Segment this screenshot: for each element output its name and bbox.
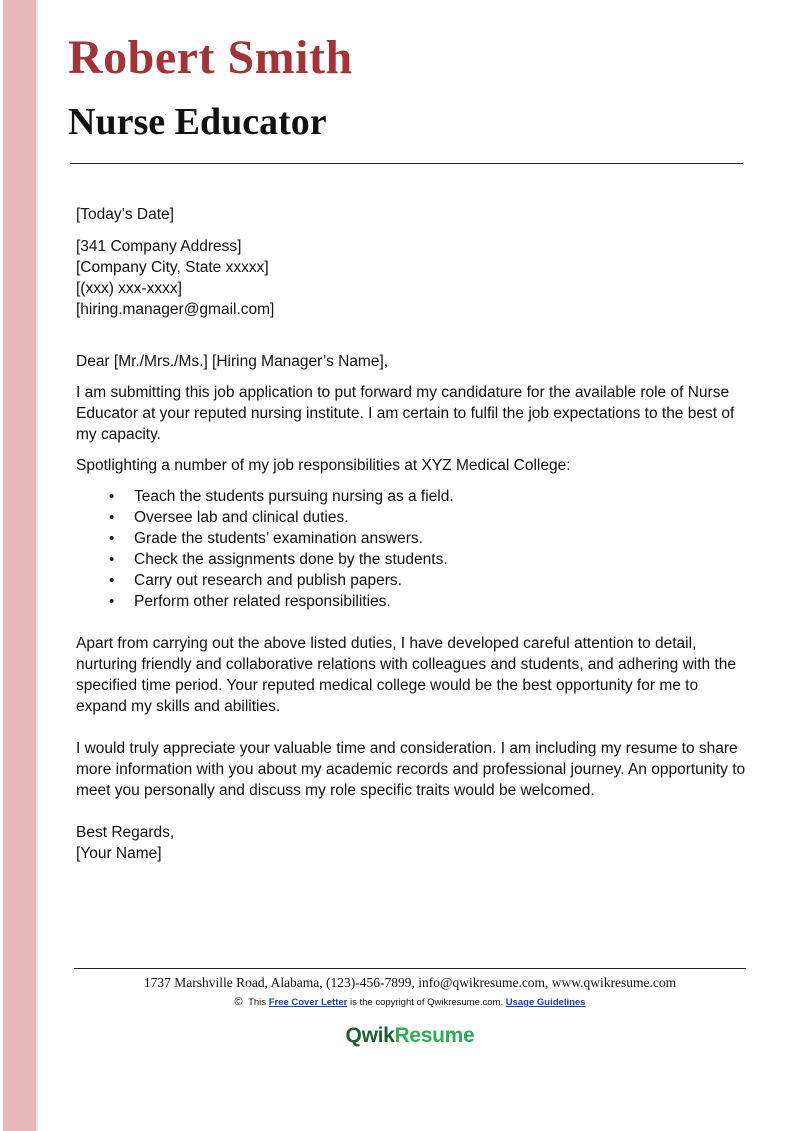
duties-list	[76, 486, 746, 612]
address-line: [341 Company Address]	[76, 238, 242, 255]
sidebar-accent-bar	[3, 0, 38, 1131]
free-cover-letter-link[interactable]: Free Cover Letter	[268, 997, 348, 1008]
logo-qwik: Qwik	[345, 1024, 395, 1047]
copyright-prefix: This	[248, 997, 267, 1008]
address-line: [hiring.manager@gmail.com]	[76, 301, 275, 318]
duties-lead-in: Spotlighting a number of my job responsibilities at XYZ Medical College:	[76, 457, 571, 474]
duty-item: • Check the assignments done by the students.	[76, 549, 746, 570]
job-title: Nurse Educator	[68, 101, 327, 143]
letter-body	[76, 204, 746, 864]
header-divider	[70, 163, 743, 164]
footer-divider	[74, 968, 746, 969]
duty-item: • Grade the students’ examination answers.	[76, 528, 746, 549]
copyright-notice	[74, 995, 746, 1010]
footer-contact: 1737 Marshville Road, Alabama, (123)-456-7899, info@qwikresume.com, www.qwikresume.com	[143, 975, 677, 990]
body-paragraph-appreciation: I would truly appreciate your valuable time and consideration. I am including my resume to share more information with you about my academic records and professional journey. An opportunity to meet you personally and discuss my role specific traits would be welcomed.	[76, 740, 746, 799]
logo-resume: Resume	[394, 1024, 475, 1047]
body-paragraph-skills: Apart from carrying out the above listed duties, I have developed careful attention to detail, nurturing friendly and collaborative relations with colleagues and students, and adhering with the specified time period. Your reputed medical college would be the best opportunity for me to expand my skills and abilities.	[76, 635, 737, 715]
salutation: Dear [Mr./Mrs./Ms.] [Hiring Manager’s Name],	[76, 353, 389, 370]
address-line: [Company City, State xxxxx]	[76, 259, 269, 276]
duty-item: • Perform other related responsibilities.	[76, 591, 746, 612]
duty-item: • Carry out research and publish papers.	[76, 570, 746, 591]
address-line: [(xxx) xxx-xxxx]	[76, 280, 182, 297]
duty-item: • Oversee lab and clinical duties.	[76, 507, 746, 528]
closing: Best Regards,	[76, 824, 175, 841]
letter-date: [Today’s Date]	[76, 206, 174, 223]
copyright-icon: ©	[234, 996, 243, 1008]
usage-guidelines-link[interactable]: Usage Guidelines	[505, 997, 586, 1008]
applicant-name: Robert Smith	[68, 31, 353, 84]
qwikresume-logo[interactable]	[74, 1022, 746, 1050]
recipient-address	[76, 236, 746, 320]
signature: [Your Name]	[76, 845, 162, 862]
duty-item: • Teach the students pursuing nursing as a field.	[76, 486, 746, 507]
intro-paragraph: I am submitting this job application to put forward my candidature for the available role of Nurse Educator at your reputed nursing institute. I am certain to fulfil the job expectations to the best of my capacity.	[76, 384, 735, 443]
copyright-text: is the copyright of Qwikresume.com.	[350, 997, 504, 1008]
